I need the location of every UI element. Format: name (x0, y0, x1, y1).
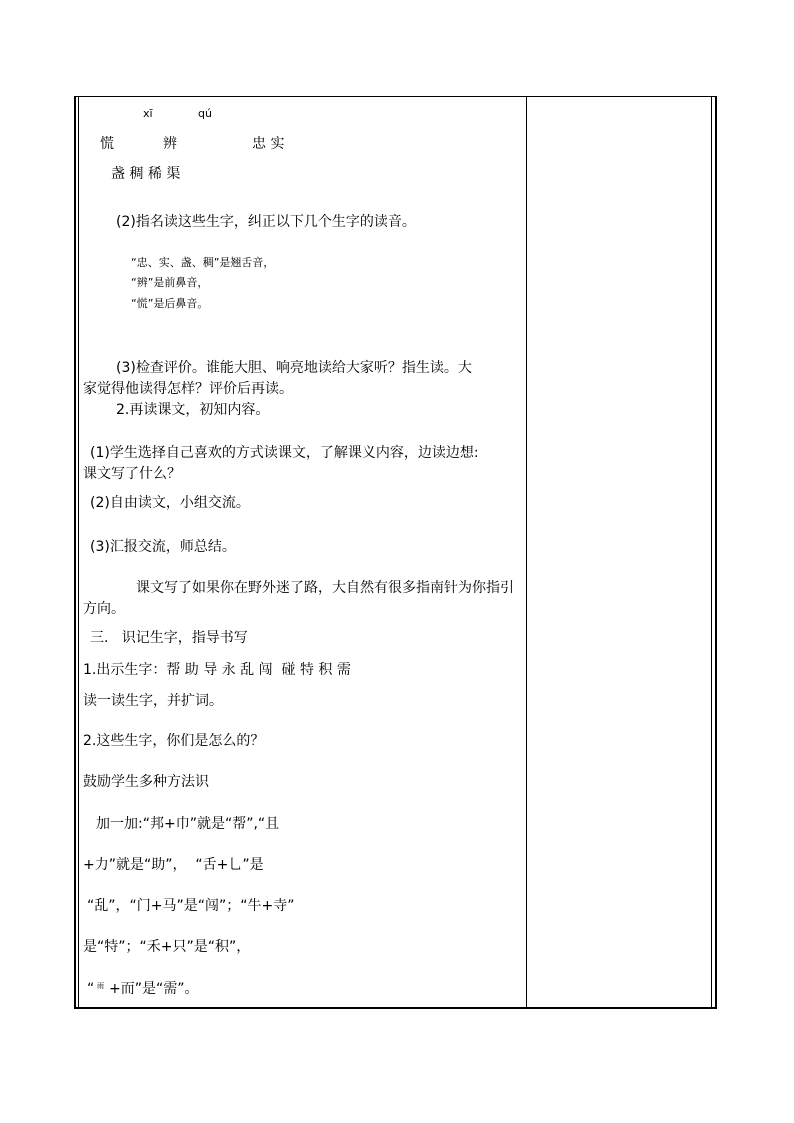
sub-2-text: (2)自由读文，小组交流。 (90, 495, 250, 511)
method-line-4: 是“特”；“禾+只”是“积”， (83, 939, 251, 955)
pinyin-qu: qú (198, 107, 212, 120)
table-border-right-inner (711, 96, 712, 1009)
table-border-left-inner (78, 96, 79, 1009)
read-expand-line: 读一读生字，并扩词。 (83, 693, 223, 709)
step-2-text: (2)指名读这些生字，纠正以下几个生字的读音。 (116, 214, 416, 230)
char-zhongshi: 忠 实 (252, 136, 285, 152)
table-border-right (715, 96, 717, 1009)
sub-3-text: (3)汇报交流，师总结。 (90, 539, 236, 555)
column-divider (526, 96, 527, 1009)
tone-note-1: “忠、实、盏、稠”是翘舌音， (131, 256, 275, 269)
table-border-left (74, 96, 76, 1009)
step-3-line-1: (3)检查评价。谁能大胆、响亮地读给大家听？指生读。大 (116, 360, 472, 376)
table-border-bottom (74, 1007, 717, 1009)
char-bian: 辨 (163, 136, 177, 152)
sub-1-line-2: 课文写了什么？ (83, 466, 181, 482)
tone-note-2: “辨”是前鼻音， (131, 276, 209, 289)
method-line-5: +而”是“需”。 (109, 981, 199, 997)
method-line-2: +力”就是“助”， “舌+乚”是 (83, 857, 264, 873)
pinyin-xi: xī (143, 107, 153, 120)
table-border-top (74, 96, 717, 97)
sub-1-line-1: (1)学生选择自己喜欢的方式读课文，了解课义内容，边读边想: (90, 445, 479, 461)
chars-row-2: 盏 稠 稀 渠 (111, 166, 181, 182)
summary-line-1: 课文写了如果你在野外迷了路，大自然有很多指南针为你指引 (136, 580, 514, 596)
method-line-3: “乱”，“门+马”是“闯”；“牛+寺” (87, 898, 295, 914)
method-line-1: 加一加:“邦+巾”就是“帮”,“且 (96, 816, 280, 832)
tone-note-3: “慌”是后鼻音。 (131, 297, 209, 310)
show-chars-line: 1.出示生字：帮 助 导 永 乱 闯 碰 特 积 需 (83, 662, 351, 678)
method-line-5-open-quote: “ (87, 981, 95, 997)
reread-heading: 2.再读课文，初知内容。 (116, 402, 270, 418)
encourage-line: 鼓励学生多种方法识 (83, 774, 209, 790)
how-question: 2.这些生字，你们是怎么的？ (83, 733, 265, 749)
section-3-heading: 三. 识记生字，指导书写 (90, 630, 248, 646)
char-huang: 慌 (100, 136, 114, 152)
summary-line-2: 方向。 (83, 601, 125, 617)
rain-radical: 雨 (97, 982, 104, 990)
step-3-line-2: 家觉得他读得怎样？评价后再读。 (83, 381, 293, 397)
